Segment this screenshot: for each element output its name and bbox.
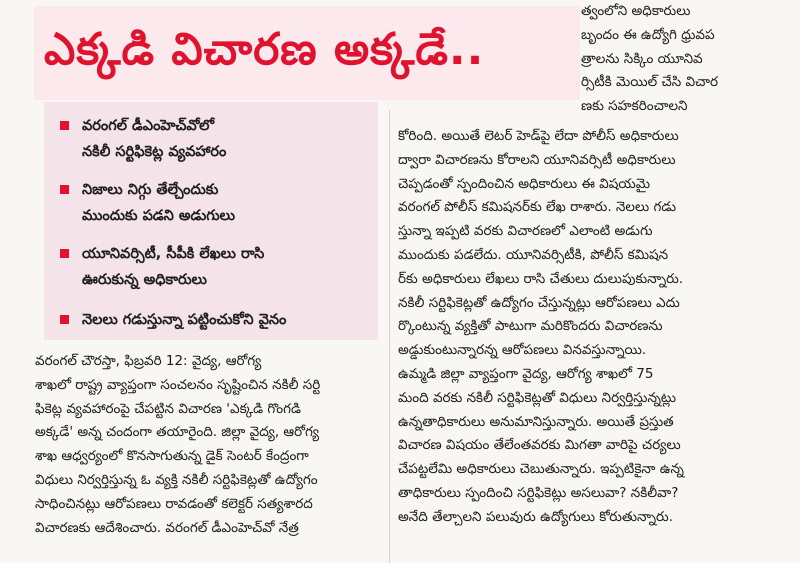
highlight-line: నెలలు గడుస్తున్నా పట్టించుకోని వైనం xyxy=(82,312,287,328)
highlight-line: ఊరుకున్న అధికారులు xyxy=(82,272,207,288)
article-line: త్వంలోని అధికారులు xyxy=(581,3,691,19)
article-line: వరంగల్ పోలీస్ కమిషనర్‌కు లేఖ రాశారు. నెలలు గడు xyxy=(398,199,677,216)
highlight-item xyxy=(60,113,370,165)
column-divider xyxy=(389,110,390,563)
highlight-line: నకిలీ సర్టిఫికెట్ల వ్యవహారం xyxy=(82,144,227,160)
highlight-item xyxy=(60,177,370,229)
article-line: ద్వారా విచారణను కోరాలని యూనివర్సిటీ అధికారులు xyxy=(398,151,676,168)
article-line: నకిలీ సర్టిఫికెట్లతో ఉద్యోగం చేస్తున్నట్లు ఆరోపణలు ఎదు xyxy=(398,294,680,311)
highlight-line: వరంగల్ డీఎంహెచ్‌వోలో xyxy=(82,118,214,134)
article-column-left xyxy=(35,350,381,540)
article-line: స్తున్నా ఇప్పటి వరకు విచారణలో ఎలాంటి అడుగు xyxy=(398,223,653,240)
highlight-line: ముందుకు పడని అడుగులు xyxy=(82,208,235,224)
article-line: చెప్పడంతో స్పందించిన అధికారులు ఈ విషయమై xyxy=(398,175,651,192)
article-line: ర్కొంటున్న వ్యక్తితో పాటుగా మరికొందరు విచారణను xyxy=(398,318,663,335)
article-column-right xyxy=(398,125,750,530)
article-line: ణకు సహకరించాలని xyxy=(581,98,688,115)
article-line: విచారణ విషయం తేలేంతవరకు మిగతా వారిపై చర్యలు xyxy=(398,437,681,454)
article-line: అడ్డుకుంటున్నారన్న ఆరోపణలు వినవస్తున్నాయి. xyxy=(398,342,647,359)
article-line: బృందం ఈ ఉద్యోగి ధ్రువప xyxy=(581,26,715,43)
article-line: మంది వరకు నకిలీ సర్టిఫికెట్లతో విధులు నిర్వర్తిస్తున్నట్లు xyxy=(398,389,677,406)
article-column-top-right xyxy=(581,0,751,119)
article-line: శాఖలో రాష్ట్ర వ్యాప్తంగా సంచలనం సృష్టించిన నకిలీ సర్టి xyxy=(35,376,321,393)
highlight-item xyxy=(60,241,370,293)
article-line: కోరింది. అయితే లెటర్ హెడ్‌పై లేదా పోలీస్ అధికారులు xyxy=(398,128,679,144)
bullet-marker-icon xyxy=(60,185,69,194)
bullet-marker-icon xyxy=(60,249,69,258)
headline: ఎక్కడి విచారణ అక్కడే.. xyxy=(44,24,485,75)
article-line: తాధికారులు స్పందించి సర్టిఫికెట్లు అసలువా? నకిలీవా? xyxy=(398,484,679,501)
article-line: విచారణకు ఆదేశించారు. వరంగల్ డీఎంహెచ్‌వో నేత్ర xyxy=(35,519,299,536)
article-line: ముందుకు పడలేదు. యూనివర్సిటీకి, పోలీస్ కమిషన xyxy=(398,246,669,263)
article-line: ఉన్నతాధికారులు అనుమానిస్తున్నారు. అయితే ప్రస్తుత xyxy=(398,413,674,430)
article-line: ర్సిటీకి మెయిల్ చేసి విచార xyxy=(581,74,719,91)
article-line: శాఖ ఆధ్వర్యంలో కొనసాగుతున్న డైక్ సెంటర్ కేంద్రంగా xyxy=(35,448,309,465)
highlight-line: నిజాలు నిగ్గు తేల్చేందుకు xyxy=(82,182,219,198)
bullet-marker-icon xyxy=(60,121,69,130)
article-line: విధులు నిర్వర్తిస్తున్న ఓ వ్యక్తి నకిలీ సర్టిఫికెట్లతో ఉద్యోగం xyxy=(35,471,318,488)
article-line: అక్కడే' అన్న చందంగా తయారైంది. జిల్లా వైద్య, ఆరోగ్య xyxy=(35,424,319,441)
article-line: ర్‌కు అధికారులు లేఖలు రాసి చేతులు దులుపుకున్నారు. xyxy=(398,270,684,287)
highlight-line: యూనివర్సిటీ, సీపీకి లేఖలు రాసి xyxy=(82,246,265,262)
article-line: ఫికెట్ల వ్యవహారంపై చేపట్టిన విచారణ 'ఎక్కడి గొంగడి xyxy=(35,400,301,417)
highlight-item xyxy=(60,307,370,333)
article-line: వరంగల్ చౌరస్తా, ఫిబ్రవరి 12: వైద్య, ఆరోగ్య xyxy=(35,353,262,369)
article-line: త్రాలను సిక్కిం యూనివ xyxy=(581,50,703,67)
bullet-marker-icon xyxy=(60,315,69,324)
article-line: ఉమ్మడి జిల్లా వ్యాప్తంగా వైద్య, ఆరోగ్య శాఖలో 75 xyxy=(398,365,654,382)
article-line: అనేది తేల్చాలని పలువురు ఉద్యోగులు కోరుతున్నారు. xyxy=(398,508,673,525)
article-line: సాధించినట్లు ఆరోపణలు రావడంతో కలెక్టర్ సత్యశారద xyxy=(35,495,313,512)
article-line: చేపట్టలేమి అధికారులు చెబుతున్నారు. ఇప్పటికైనా ఉన్న xyxy=(398,461,684,478)
